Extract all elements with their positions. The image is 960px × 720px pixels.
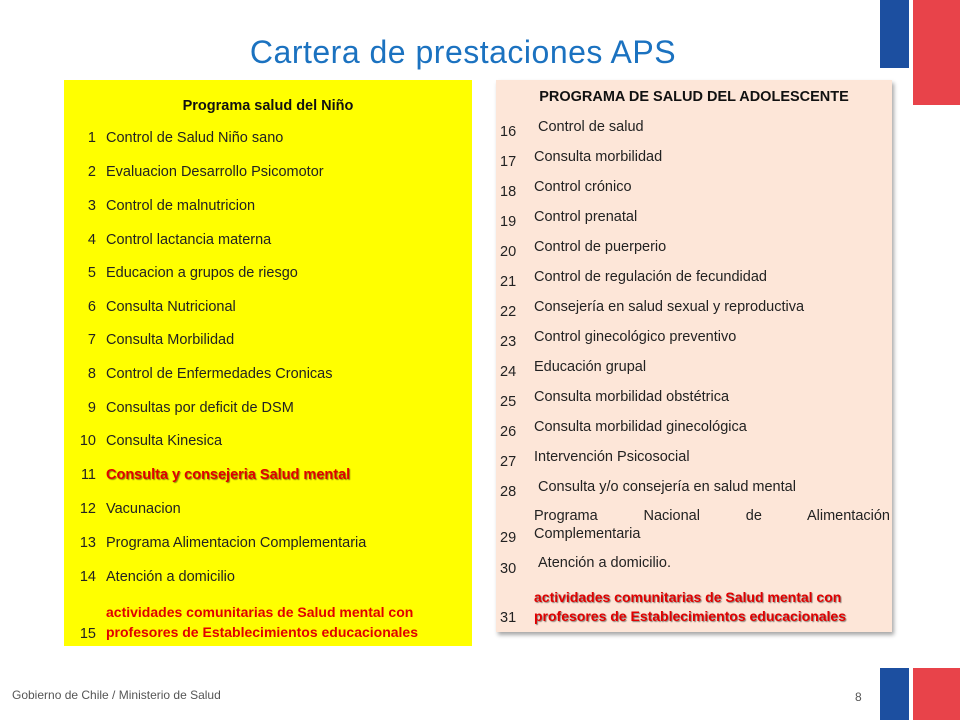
- table-row: [496, 388, 892, 418]
- row-label: Control de Enfermedades Cronicas: [106, 366, 333, 382]
- row-label: Consulta Kinesica: [106, 433, 223, 449]
- row-label: Consulta Morbilidad: [106, 332, 235, 348]
- child-program-header: Programa salud del Niño: [182, 98, 354, 114]
- table-row: [496, 588, 892, 632]
- row-label: Evaluacion Desarrollo Psicomotor: [106, 164, 324, 180]
- row-label: Control de salud: [538, 119, 644, 135]
- row-label-line: profesores de Establecimientos educacionales: [534, 608, 847, 624]
- row-number: 25: [500, 394, 517, 410]
- table-row: [64, 592, 472, 646]
- row-label: [534, 508, 890, 542]
- row-label: Educación grupal: [534, 359, 647, 375]
- row-label: Consulta morbilidad: [534, 149, 663, 165]
- row-number: 23: [500, 334, 517, 350]
- row-number: 3: [87, 198, 96, 214]
- row-number: 8: [87, 366, 96, 382]
- row-label: Control lactancia materna: [106, 232, 272, 248]
- row-label-line: actividades comunitarias de Salud mental con: [106, 604, 414, 620]
- row-number: 6: [87, 299, 96, 315]
- row-number: 5: [87, 265, 96, 281]
- table-row: [496, 238, 892, 268]
- row-label-highlight: Consulta y consejeria Salud mental: [106, 467, 351, 483]
- row-label-highlight: [534, 588, 846, 626]
- row-number: 24: [500, 364, 517, 380]
- child-program-table: [64, 80, 472, 646]
- row-label: Atención a domicilio: [106, 569, 235, 585]
- row-number: 13: [79, 535, 96, 551]
- row-label: Consejería en salud sexual y reproductiva: [534, 299, 805, 315]
- flag-red-bar: [913, 668, 960, 720]
- table-row: [64, 560, 472, 594]
- row-label: Control prenatal: [534, 209, 638, 225]
- table-row: [496, 508, 892, 556]
- table-row: [64, 256, 472, 290]
- table-row: [64, 458, 472, 492]
- row-label: Atención a domicilio.: [538, 555, 671, 571]
- table-row: [496, 118, 892, 148]
- row-number: 11: [80, 467, 96, 483]
- row-label: Control de puerperio: [534, 239, 667, 255]
- row-number: 29: [500, 530, 517, 546]
- table-row: [496, 298, 892, 328]
- table-row: [64, 223, 472, 257]
- adolescent-program-table: [496, 80, 892, 632]
- table-row: [64, 121, 472, 155]
- table-row: [64, 357, 472, 391]
- table-row: [496, 418, 892, 448]
- row-label: Control de Salud Niño sano: [106, 130, 284, 146]
- table-row: [496, 556, 892, 586]
- table-row: [496, 268, 892, 298]
- row-label-line: Complementaria: [534, 526, 641, 542]
- row-number: 30: [500, 561, 517, 577]
- table-row: [496, 148, 892, 178]
- row-number: 15: [79, 626, 96, 642]
- table-row: [496, 178, 892, 208]
- table-row: [64, 391, 472, 425]
- flag-decoration-bottom: [880, 668, 960, 720]
- row-number: 14: [79, 569, 96, 585]
- row-label-line: profesores de Establecimientos educacionales: [106, 624, 419, 640]
- row-number: 26: [500, 424, 517, 440]
- row-number: 4: [87, 232, 96, 248]
- row-number: 2: [87, 164, 96, 180]
- row-label: Consultas por deficit de DSM: [106, 400, 294, 416]
- row-label: Consulta morbilidad ginecológica: [534, 419, 747, 435]
- table-row: [64, 155, 472, 189]
- table-row: [64, 526, 472, 560]
- table-row: [496, 328, 892, 358]
- table-row: [496, 358, 892, 388]
- page-title: Cartera de prestaciones APS: [249, 34, 677, 70]
- table-row: [64, 424, 472, 458]
- row-label: Consulta morbilidad obstétrica: [534, 389, 730, 405]
- row-number: 7: [87, 332, 96, 348]
- row-number: 22: [500, 304, 517, 320]
- row-label: Vacunacion: [106, 501, 181, 517]
- page-number: 8: [855, 690, 862, 704]
- table-row: [496, 208, 892, 238]
- table-row: [64, 323, 472, 357]
- row-label: Educacion a grupos de riesgo: [106, 265, 298, 281]
- row-label: Control ginecológico preventivo: [534, 329, 737, 345]
- flag-blue-bar: [880, 668, 909, 720]
- row-label: Intervención Psicosocial: [534, 449, 690, 465]
- row-number: 28: [500, 484, 517, 500]
- row-number: 17: [500, 154, 517, 170]
- row-label: Control de regulación de fecundidad: [534, 269, 767, 285]
- row-number: 10: [79, 433, 96, 449]
- row-label-line: Programa Nacional de Alimentación: [534, 508, 890, 524]
- row-number: 31: [500, 610, 517, 626]
- row-number: 1: [87, 130, 96, 146]
- table-row: [496, 478, 892, 508]
- row-label-highlight: [100, 602, 418, 642]
- table-row: [496, 448, 892, 478]
- row-number: 27: [500, 454, 517, 470]
- table-row: [64, 290, 472, 324]
- footer-text: Gobierno de Chile / Ministerio de Salud: [12, 688, 221, 702]
- table-row: [64, 189, 472, 223]
- row-number: 12: [79, 501, 96, 517]
- row-label: Control de malnutricion: [106, 198, 256, 214]
- row-number: 21: [500, 274, 517, 290]
- row-number: 20: [500, 244, 517, 260]
- adolescent-program-header: PROGRAMA DE SALUD DEL ADOLESCENTE: [539, 89, 849, 105]
- row-number: 9: [87, 400, 96, 416]
- row-label: Control crónico: [534, 179, 632, 195]
- row-number: 18: [500, 184, 517, 200]
- row-number: 19: [500, 214, 517, 230]
- row-number: 16: [500, 124, 517, 140]
- row-label: Programa Alimentacion Complementaria: [106, 535, 367, 551]
- row-label-line: actividades comunitarias de Salud mental con: [534, 589, 842, 605]
- row-label: Consulta Nutricional: [106, 299, 236, 315]
- table-row: [64, 492, 472, 526]
- row-label: Consulta y/o consejería en salud mental: [538, 479, 796, 495]
